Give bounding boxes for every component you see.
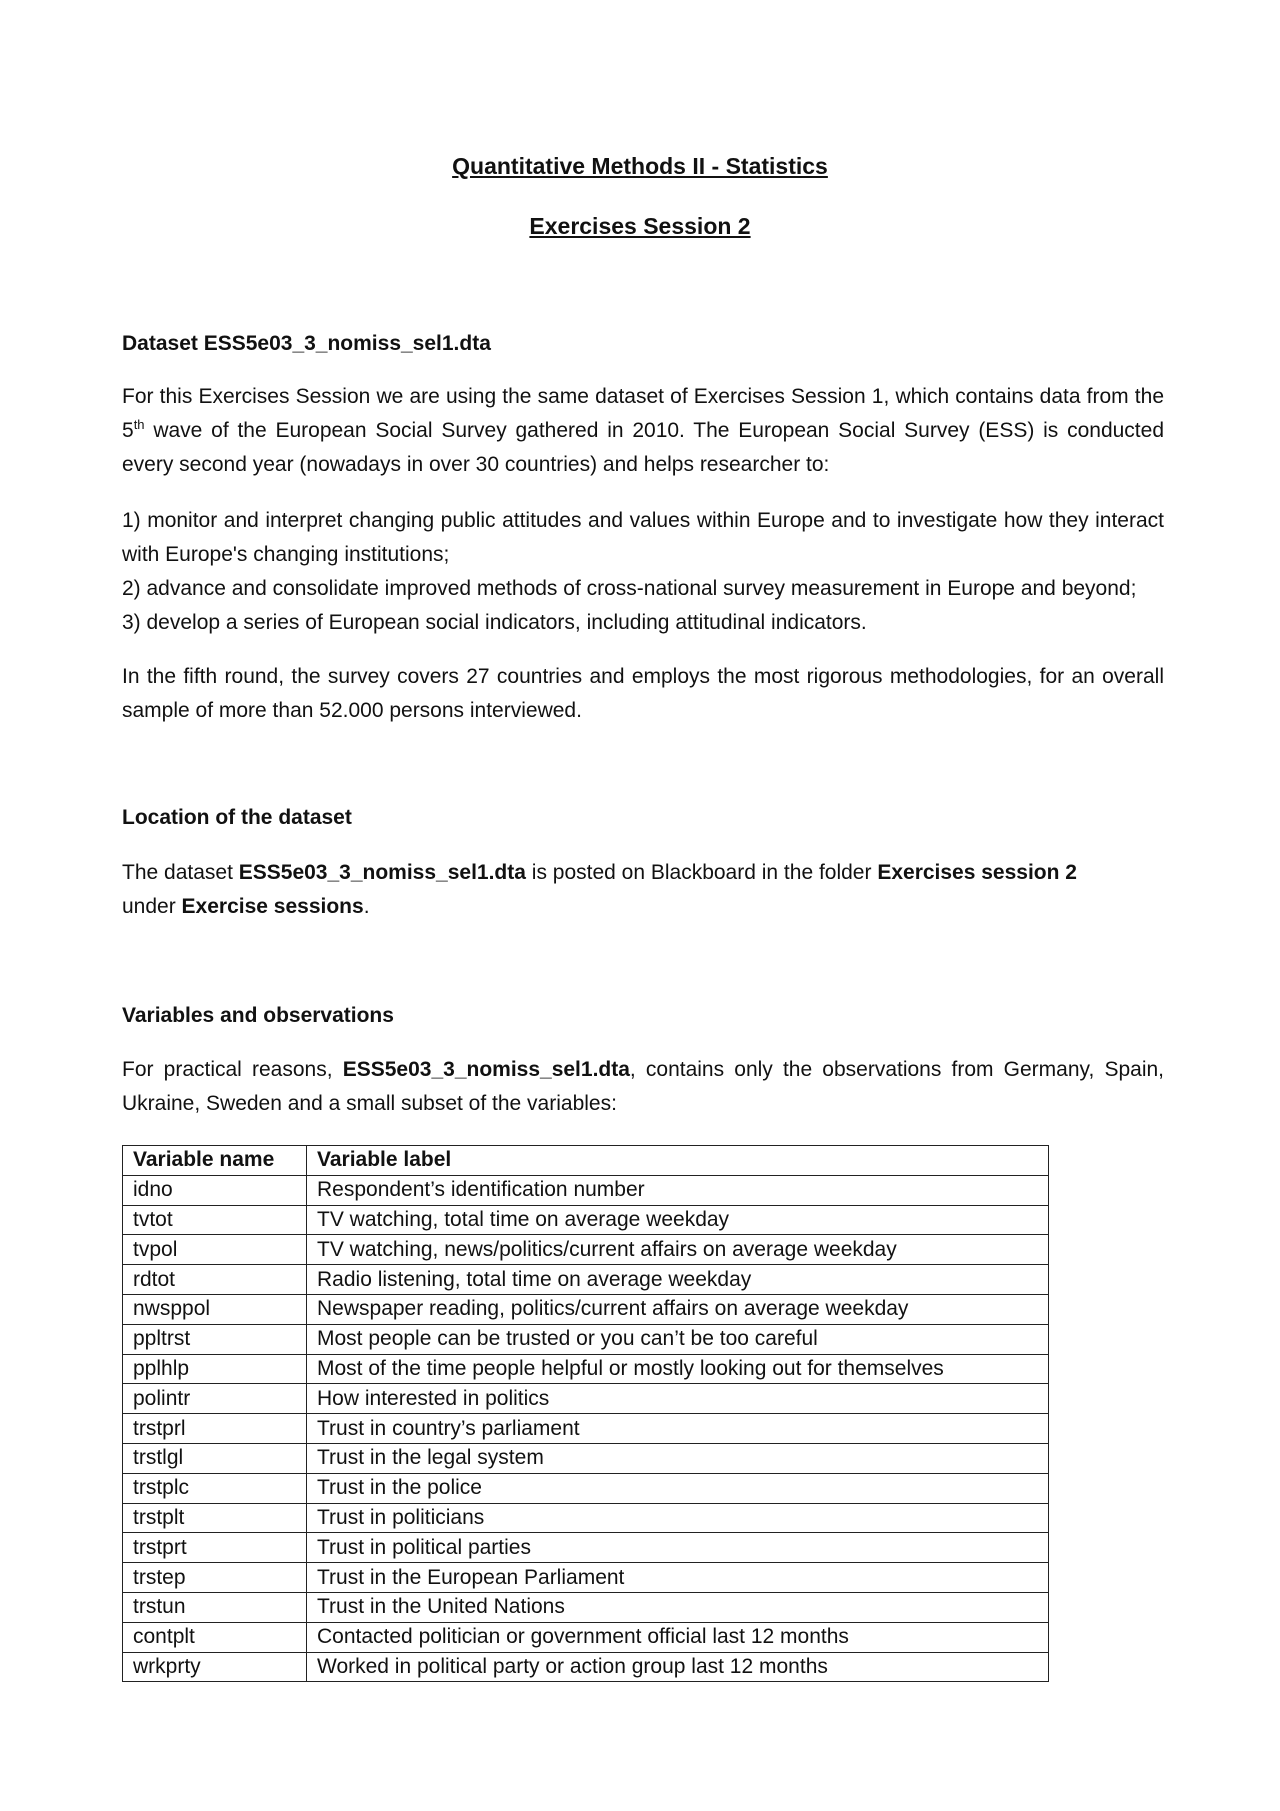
variable-name-cell: trstplc: [123, 1473, 307, 1503]
variable-name-cell: pplhlp: [123, 1354, 307, 1384]
column-header-variable-label: Variable label: [307, 1146, 1049, 1176]
variable-label-cell: Trust in the police: [307, 1473, 1049, 1503]
variables-paragraph: [122, 1053, 1164, 1121]
variable-name-cell: wrkprty: [123, 1652, 307, 1682]
table-row: [123, 1384, 1049, 1414]
fifth-round-paragraph: In the fifth round, the survey covers 27 countries and employs the most rigorous methodologies, for an overall sample of more than 52.000 persons interviewed.: [122, 665, 1164, 722]
table-row: [123, 1533, 1049, 1563]
table-row: [123, 1354, 1049, 1384]
intro-text-2: wave of the European Social Survey gathered in 2010. The European Social Survey (ESS) is conducted every second year (nowadays in over 30 countries) and helps researcher to:: [122, 419, 1164, 476]
table-row: [123, 1235, 1049, 1265]
location-heading: Location of the dataset: [122, 806, 352, 829]
table-body: [123, 1175, 1049, 1682]
dataset-intro: [122, 380, 1164, 482]
intro-paragraph: [122, 380, 1164, 482]
fifth-round-block: [122, 660, 1164, 728]
table-row: [123, 1324, 1049, 1354]
table-row: [123, 1592, 1049, 1622]
variable-label-cell: Trust in the United Nations: [307, 1592, 1049, 1622]
table-row: [123, 1205, 1049, 1235]
table-row: [123, 1265, 1049, 1295]
table-header-row: [123, 1146, 1049, 1176]
location-file-name: ESS5e03_3_nomiss_sel1.dta: [238, 861, 526, 884]
variable-name-cell: rdtot: [123, 1265, 307, 1295]
table-row: [123, 1443, 1049, 1473]
variable-label-cell: Respondent’s identification number: [307, 1175, 1049, 1205]
aims-list-item: 2) advance and consolidate improved methods of cross-national survey measurement in Europe and beyond;: [122, 577, 1137, 600]
dataset-heading: Dataset ESS5e03_3_nomiss_sel1.dta: [122, 332, 491, 355]
variable-label-cell: Most people can be trusted or you can’t be too careful: [307, 1324, 1049, 1354]
variable-label-cell: TV watching, total time on average weekday: [307, 1205, 1049, 1235]
variable-label-cell: Trust in country’s parliament: [307, 1414, 1049, 1444]
variable-name-cell: trstlgl: [123, 1443, 307, 1473]
location-folder-name: Exercises session 2: [877, 861, 1077, 884]
variable-label-cell: Trust in politicians: [307, 1503, 1049, 1533]
table-row: [123, 1622, 1049, 1652]
variable-name-cell: ppltrst: [123, 1324, 307, 1354]
location-section-heading: [122, 801, 1164, 835]
location-block: [122, 856, 1164, 924]
location-text-1: The dataset: [122, 861, 239, 884]
intro-text-1: For this Exercises Session we are using the same dataset of Exercises Session 1, which contains data from the 5: [122, 385, 1164, 442]
variable-name-cell: trstprt: [123, 1533, 307, 1563]
variable-label-cell: Worked in political party or action group last 12 months: [307, 1652, 1049, 1682]
table-row: [123, 1503, 1049, 1533]
variable-label-cell: How interested in politics: [307, 1384, 1049, 1414]
document-subtitle: Exercises Session 2: [529, 213, 751, 239]
variable-label-cell: Newspaper reading, politics/current affairs on average weekday: [307, 1294, 1049, 1324]
aims-list-item: 3) develop a series of European social indicators, including attitudinal indicators.: [122, 611, 867, 634]
variables-text-1: For practical reasons,: [122, 1058, 343, 1081]
intro-superscript: th: [133, 417, 145, 432]
variables-table: [122, 1145, 1049, 1682]
table-row: [123, 1175, 1049, 1205]
variable-name-cell: tvpol: [123, 1235, 307, 1265]
variable-label-cell: Trust in the legal system: [307, 1443, 1049, 1473]
variable-name-cell: polintr: [123, 1384, 307, 1414]
location-text-2: is posted on Blackboard in the folder: [525, 861, 878, 884]
table-row: [123, 1563, 1049, 1593]
variable-label-cell: Radio listening, total time on average weekday: [307, 1265, 1049, 1295]
variable-label-cell: Trust in political parties: [307, 1533, 1049, 1563]
document-title: Quantitative Methods II - Statistics: [452, 153, 828, 179]
location-text-3: under: [122, 895, 182, 918]
variable-label-cell: Trust in the European Parliament: [307, 1563, 1049, 1593]
aims-list-item: 1) monitor and interpret changing public attitudes and values within Europe and to investigate how they interact with Europe's changing institutions;: [122, 509, 1164, 566]
variable-name-cell: trstprl: [123, 1414, 307, 1444]
variables-section-heading: [122, 999, 1164, 1033]
dataset-section-heading: [122, 327, 1164, 361]
variable-name-cell: contplt: [123, 1622, 307, 1652]
table-row: [123, 1294, 1049, 1324]
variables-heading: Variables and observations: [122, 1004, 394, 1027]
variable-name-cell: trstplt: [123, 1503, 307, 1533]
location-paragraph: [122, 856, 1164, 924]
variable-label-cell: Most of the time people helpful or mostly looking out for themselves: [307, 1354, 1049, 1384]
aims-list: [122, 504, 1164, 640]
variable-label-cell: TV watching, news/politics/current affairs on average weekday: [307, 1235, 1049, 1265]
column-header-variable-name: Variable name: [123, 1146, 307, 1176]
variable-name-cell: trstep: [123, 1563, 307, 1593]
variables-block: [122, 1053, 1164, 1121]
variable-label-cell: Contacted politician or government official last 12 months: [307, 1622, 1049, 1652]
table-row: [123, 1414, 1049, 1444]
location-text-4: .: [363, 895, 370, 918]
variable-name-cell: idno: [123, 1175, 307, 1205]
variables-file-name: ESS5e03_3_nomiss_sel1.dta: [342, 1058, 630, 1081]
table-row: [123, 1652, 1049, 1682]
location-parent-name: Exercise sessions: [181, 895, 364, 918]
variables-text-2: , contains only the observations from Germany, Spain, Ukraine, Sweden and a small subset of the variables:: [122, 1058, 1165, 1115]
variable-name-cell: nwsppol: [123, 1294, 307, 1324]
variable-name-cell: trstun: [123, 1592, 307, 1622]
variable-name-cell: tvtot: [123, 1205, 307, 1235]
table-row: [123, 1473, 1049, 1503]
